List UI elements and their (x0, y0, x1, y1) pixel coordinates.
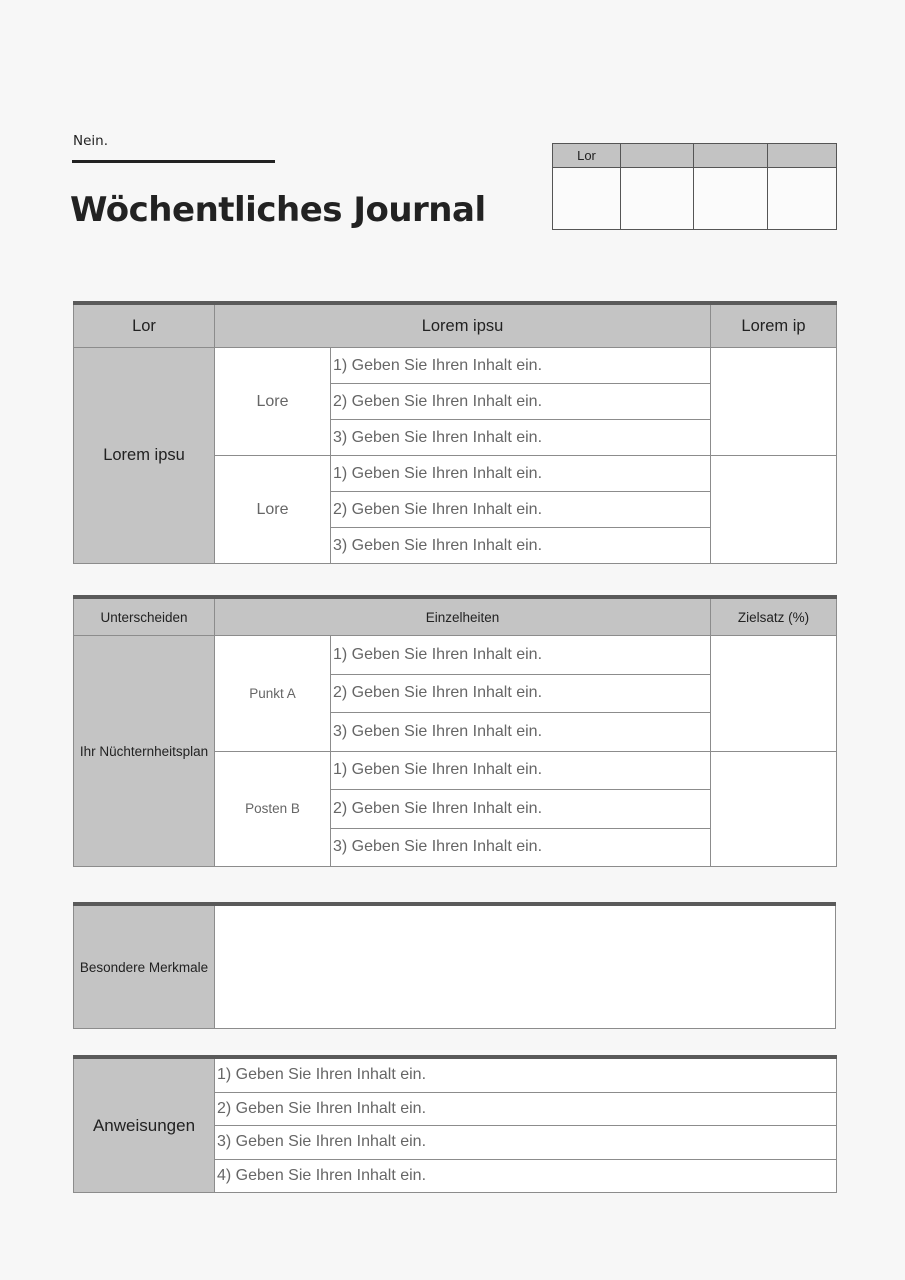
table1-item[interactable]: 3) Geben Sie Ihren Inhalt ein. (331, 528, 711, 564)
table1-item[interactable]: 2) Geben Sie Ihren Inhalt ein. (331, 384, 711, 420)
approval-signature-cell-2[interactable] (621, 168, 694, 230)
table1-header-1: Lor (74, 303, 215, 348)
approval-table (552, 143, 837, 230)
table2-item[interactable]: 2) Geben Sie Ihren Inhalt ein. (331, 674, 711, 713)
table1-header-3: Lorem ip (711, 303, 837, 348)
table1-group-2-label: Lore (215, 456, 331, 564)
special-features-content[interactable] (215, 904, 836, 1029)
approval-signature-cell-3[interactable] (694, 168, 768, 230)
table1-group-2-value[interactable] (711, 456, 837, 564)
approval-signature-cell-4[interactable] (768, 168, 837, 230)
table1-group-1-label: Lore (215, 348, 331, 456)
table2-item[interactable]: 3) Geben Sie Ihren Inhalt ein. (331, 828, 711, 867)
approval-header-3 (694, 144, 768, 168)
document-number-underline (72, 160, 275, 163)
approval-signature-cell-1[interactable] (553, 168, 621, 230)
table1-item[interactable]: 1) Geben Sie Ihren Inhalt ein. (331, 456, 711, 492)
sobriety-plan-table (73, 595, 837, 867)
table4-side-label: Anweisungen (74, 1057, 215, 1193)
table2-item[interactable]: 3) Geben Sie Ihren Inhalt ein. (331, 713, 711, 752)
approval-header-4 (768, 144, 837, 168)
table2-item[interactable]: 1) Geben Sie Ihren Inhalt ein. (331, 636, 711, 675)
table2-item[interactable]: 1) Geben Sie Ihren Inhalt ein. (331, 751, 711, 790)
approval-header-1: Lor (553, 144, 621, 168)
table1-item[interactable]: 1) Geben Sie Ihren Inhalt ein. (331, 348, 711, 384)
page-title: Wöchentliches Journal (70, 190, 486, 230)
instruction-item[interactable]: 2) Geben Sie Ihren Inhalt ein. (215, 1092, 837, 1126)
table2-item[interactable]: 2) Geben Sie Ihren Inhalt ein. (331, 790, 711, 829)
table2-group-2-label: Posten B (215, 751, 331, 867)
table2-header-1: Unterscheiden (74, 597, 215, 636)
table2-side-label: Ihr Nüchternheitsplan (74, 636, 215, 867)
table3-side-label: Besondere Merkmale (74, 904, 215, 1029)
instruction-item[interactable]: 3) Geben Sie Ihren Inhalt ein. (215, 1126, 837, 1160)
table1-item[interactable]: 2) Geben Sie Ihren Inhalt ein. (331, 492, 711, 528)
table2-header-2: Einzelheiten (215, 597, 711, 636)
table2-group-1-label: Punkt A (215, 636, 331, 752)
instruction-item[interactable]: 4) Geben Sie Ihren Inhalt ein. (215, 1159, 837, 1193)
instruction-item[interactable]: 1) Geben Sie Ihren Inhalt ein. (215, 1057, 837, 1092)
instructions-table (73, 1055, 837, 1193)
table1-item[interactable]: 3) Geben Sie Ihren Inhalt ein. (331, 420, 711, 456)
document-number-label: Nein. (73, 133, 109, 149)
table2-header-3: Zielsatz (%) (711, 597, 837, 636)
lorem-table (73, 301, 837, 564)
approval-header-2 (621, 144, 694, 168)
table1-group-1-value[interactable] (711, 348, 837, 456)
special-features-table (73, 902, 836, 1029)
table1-header-2: Lorem ipsu (215, 303, 711, 348)
table2-group-1-target-rate[interactable] (711, 636, 837, 752)
table1-side-label: Lorem ipsu (74, 348, 215, 564)
table2-group-2-target-rate[interactable] (711, 751, 837, 867)
